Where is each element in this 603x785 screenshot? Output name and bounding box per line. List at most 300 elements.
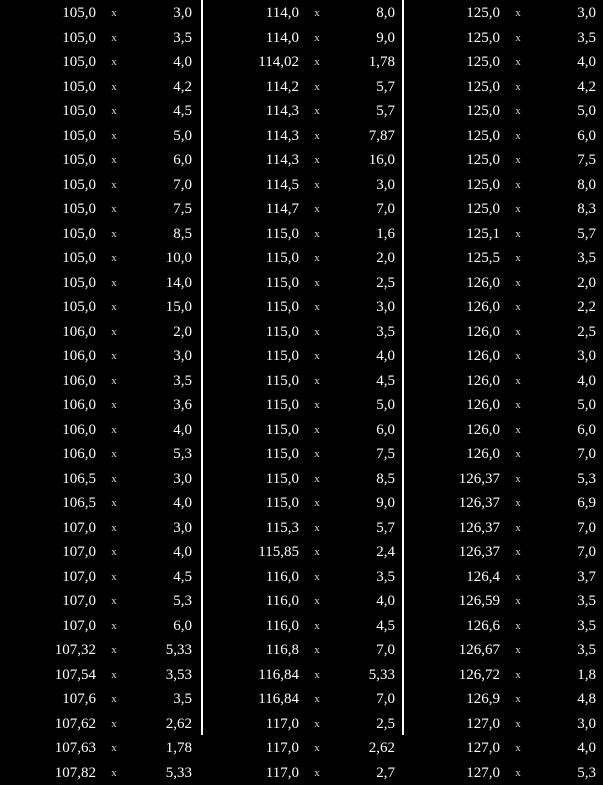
- value-a: 105,0: [0, 148, 96, 173]
- value-a: 125,0: [404, 99, 500, 124]
- table-column-1: [0, 0, 201, 735]
- value-a: 125,0: [404, 26, 500, 51]
- value-a: 107,0: [0, 614, 96, 639]
- value-b: 2,0: [335, 246, 395, 271]
- multiply-separator: x: [299, 1, 335, 26]
- value-b: 2,62: [335, 736, 395, 761]
- value-a: 116,84: [203, 687, 299, 712]
- value-a: 106,5: [0, 491, 96, 516]
- value-a: 115,0: [203, 271, 299, 296]
- value-b: 8,3: [536, 197, 596, 222]
- value-b: 5,7: [335, 75, 395, 100]
- table-row: [203, 50, 402, 75]
- value-b: 4,2: [132, 75, 192, 100]
- value-b: 3,0: [335, 173, 395, 198]
- value-b: 3,0: [536, 344, 596, 369]
- value-b: 3,0: [132, 1, 192, 26]
- table-row: [203, 148, 402, 173]
- table-row: [0, 712, 201, 737]
- multiply-separator: x: [500, 197, 536, 222]
- value-b: 4,0: [335, 344, 395, 369]
- table-row: [404, 736, 603, 761]
- value-b: 4,5: [132, 99, 192, 124]
- multiply-separator: x: [96, 516, 132, 541]
- value-b: 7,0: [335, 638, 395, 663]
- value-b: 4,0: [132, 491, 192, 516]
- table-row: [404, 222, 603, 247]
- table-row: [0, 369, 201, 394]
- multiply-separator: x: [96, 761, 132, 785]
- table-row: [203, 222, 402, 247]
- value-b: 8,5: [132, 222, 192, 247]
- multiply-separator: x: [500, 295, 536, 320]
- multiply-separator: x: [500, 271, 536, 296]
- multiply-separator: x: [500, 491, 536, 516]
- multiply-separator: x: [96, 418, 132, 443]
- value-a: 115,85: [203, 540, 299, 565]
- multiply-separator: x: [299, 75, 335, 100]
- value-b: 3,53: [132, 663, 192, 688]
- value-b: 5,3: [536, 467, 596, 492]
- table-row: [0, 516, 201, 541]
- multiply-separator: x: [96, 614, 132, 639]
- value-a: 126,37: [404, 491, 500, 516]
- table-row: [0, 687, 201, 712]
- multiply-separator: x: [96, 50, 132, 75]
- table-column-3: [402, 0, 603, 735]
- value-a: 105,0: [0, 50, 96, 75]
- multiply-separator: x: [96, 712, 132, 737]
- value-b: 5,33: [335, 663, 395, 688]
- table-row: [203, 589, 402, 614]
- value-b: 9,0: [335, 491, 395, 516]
- multiply-separator: x: [96, 467, 132, 492]
- table-row: [404, 369, 603, 394]
- table-row: [404, 712, 603, 737]
- value-b: 2,2: [536, 295, 596, 320]
- multiply-separator: x: [299, 124, 335, 149]
- value-a: 107,0: [0, 540, 96, 565]
- multiply-separator: x: [299, 516, 335, 541]
- value-a: 107,0: [0, 565, 96, 590]
- table-row: [203, 271, 402, 296]
- value-b: 3,6: [132, 393, 192, 418]
- value-b: 3,5: [132, 369, 192, 394]
- multiply-separator: x: [500, 393, 536, 418]
- table-row: [203, 491, 402, 516]
- value-a: 114,3: [203, 124, 299, 149]
- multiply-separator: x: [96, 638, 132, 663]
- table-row: [203, 736, 402, 761]
- value-b: 3,5: [536, 614, 596, 639]
- multiply-separator: x: [500, 687, 536, 712]
- value-a: 105,0: [0, 99, 96, 124]
- table-row: [0, 442, 201, 467]
- value-a: 114,0: [203, 26, 299, 51]
- value-b: 5,3: [132, 442, 192, 467]
- table-row: [0, 99, 201, 124]
- value-b: 2,62: [132, 712, 192, 737]
- value-a: 126,37: [404, 467, 500, 492]
- value-b: 6,0: [536, 418, 596, 443]
- value-a: 116,84: [203, 663, 299, 688]
- table-row: [404, 442, 603, 467]
- value-a: 125,0: [404, 197, 500, 222]
- value-a: 126,6: [404, 614, 500, 639]
- value-a: 116,0: [203, 589, 299, 614]
- value-a: 115,0: [203, 246, 299, 271]
- value-a: 126,0: [404, 344, 500, 369]
- value-a: 106,5: [0, 467, 96, 492]
- multiply-separator: x: [500, 614, 536, 639]
- value-b: 4,0: [132, 540, 192, 565]
- multiply-separator: x: [96, 320, 132, 345]
- multiply-separator: x: [96, 222, 132, 247]
- value-a: 105,0: [0, 222, 96, 247]
- table-row: [203, 638, 402, 663]
- value-b: 3,5: [335, 565, 395, 590]
- value-b: 6,0: [132, 148, 192, 173]
- value-a: 115,0: [203, 467, 299, 492]
- value-a: 106,0: [0, 369, 96, 394]
- multiply-separator: x: [500, 638, 536, 663]
- table-row: [404, 638, 603, 663]
- value-b: 7,0: [132, 173, 192, 198]
- multiply-separator: x: [500, 761, 536, 785]
- multiply-separator: x: [96, 540, 132, 565]
- value-a: 126,0: [404, 442, 500, 467]
- multiply-separator: x: [299, 320, 335, 345]
- value-b: 6,0: [335, 418, 395, 443]
- table-row: [203, 565, 402, 590]
- value-a: 105,0: [0, 246, 96, 271]
- table-row: [0, 393, 201, 418]
- multiply-separator: x: [96, 124, 132, 149]
- table-row: [0, 75, 201, 100]
- table-row: [404, 99, 603, 124]
- multiply-separator: x: [299, 614, 335, 639]
- value-a: 126,37: [404, 540, 500, 565]
- value-a: 115,0: [203, 418, 299, 443]
- table-row: [0, 320, 201, 345]
- value-b: 7,87: [335, 124, 395, 149]
- multiply-separator: x: [500, 540, 536, 565]
- table-row: [0, 344, 201, 369]
- value-b: 3,0: [335, 295, 395, 320]
- value-a: 106,0: [0, 320, 96, 345]
- table-row: [404, 197, 603, 222]
- table-row: [0, 271, 201, 296]
- value-b: 5,0: [335, 393, 395, 418]
- value-a: 115,0: [203, 222, 299, 247]
- value-b: 10,0: [132, 246, 192, 271]
- multiply-separator: x: [299, 50, 335, 75]
- value-a: 126,0: [404, 369, 500, 394]
- value-b: 4,0: [335, 589, 395, 614]
- value-b: 3,5: [536, 638, 596, 663]
- value-a: 126,37: [404, 516, 500, 541]
- table-row: [203, 26, 402, 51]
- table-row: [0, 761, 201, 785]
- multiply-separator: x: [299, 442, 335, 467]
- value-b: 1,78: [335, 50, 395, 75]
- value-a: 126,0: [404, 418, 500, 443]
- multiply-separator: x: [96, 246, 132, 271]
- value-b: 4,5: [132, 565, 192, 590]
- value-b: 7,5: [132, 197, 192, 222]
- multiply-separator: x: [500, 246, 536, 271]
- value-b: 1,6: [335, 222, 395, 247]
- value-b: 6,0: [132, 614, 192, 639]
- column-1-rows: [0, 0, 201, 785]
- value-b: 2,0: [536, 271, 596, 296]
- value-a: 105,0: [0, 1, 96, 26]
- multiply-separator: x: [96, 491, 132, 516]
- table-row: [404, 565, 603, 590]
- multiply-separator: x: [299, 393, 335, 418]
- value-b: 3,7: [536, 565, 596, 590]
- table-row: [0, 148, 201, 173]
- table-row: [404, 124, 603, 149]
- value-a: 115,0: [203, 491, 299, 516]
- value-a: 106,0: [0, 418, 96, 443]
- multiply-separator: x: [500, 99, 536, 124]
- multiply-separator: x: [500, 712, 536, 737]
- multiply-separator: x: [96, 1, 132, 26]
- table-row: [0, 295, 201, 320]
- table-row: [0, 124, 201, 149]
- value-a: 107,0: [0, 516, 96, 541]
- multiply-separator: x: [500, 1, 536, 26]
- table-row: [203, 246, 402, 271]
- value-b: 5,33: [132, 638, 192, 663]
- value-a: 126,9: [404, 687, 500, 712]
- multiply-separator: x: [96, 589, 132, 614]
- value-a: 107,63: [0, 736, 96, 761]
- multiply-separator: x: [96, 197, 132, 222]
- value-b: 7,0: [536, 540, 596, 565]
- value-a: 125,0: [404, 173, 500, 198]
- table-row: [404, 467, 603, 492]
- multiply-separator: x: [96, 99, 132, 124]
- multiply-separator: x: [299, 197, 335, 222]
- table-row: [0, 173, 201, 198]
- table-row: [0, 540, 201, 565]
- value-a: 126,59: [404, 589, 500, 614]
- value-a: 125,0: [404, 1, 500, 26]
- value-b: 5,3: [536, 761, 596, 785]
- value-b: 1,8: [536, 663, 596, 688]
- multiply-separator: x: [299, 638, 335, 663]
- value-b: 14,0: [132, 271, 192, 296]
- value-a: 114,0: [203, 1, 299, 26]
- value-b: 3,0: [132, 344, 192, 369]
- value-a: 125,1: [404, 222, 500, 247]
- table-row: [203, 75, 402, 100]
- table-row: [0, 565, 201, 590]
- table-row: [203, 393, 402, 418]
- table-row: [0, 589, 201, 614]
- multiply-separator: x: [500, 663, 536, 688]
- table-row: [404, 614, 603, 639]
- value-b: 2,4: [335, 540, 395, 565]
- value-b: 5,33: [132, 761, 192, 785]
- value-b: 7,0: [536, 442, 596, 467]
- table-row: [0, 246, 201, 271]
- value-b: 5,0: [536, 99, 596, 124]
- table-row: [404, 687, 603, 712]
- value-a: 107,62: [0, 712, 96, 737]
- multiply-separator: x: [299, 712, 335, 737]
- multiply-separator: x: [96, 565, 132, 590]
- value-a: 115,0: [203, 369, 299, 394]
- value-b: 3,0: [132, 467, 192, 492]
- value-b: 5,7: [335, 516, 395, 541]
- multiply-separator: x: [299, 761, 335, 785]
- multiply-separator: x: [500, 26, 536, 51]
- value-b: 3,0: [536, 1, 596, 26]
- multiply-separator: x: [96, 663, 132, 688]
- value-a: 114,3: [203, 99, 299, 124]
- multiply-separator: x: [96, 271, 132, 296]
- value-a: 115,0: [203, 393, 299, 418]
- value-b: 7,5: [536, 148, 596, 173]
- multiply-separator: x: [500, 124, 536, 149]
- value-a: 127,0: [404, 712, 500, 737]
- value-a: 126,72: [404, 663, 500, 688]
- table-row: [404, 271, 603, 296]
- value-a: 105,0: [0, 26, 96, 51]
- value-a: 116,0: [203, 614, 299, 639]
- value-b: 5,0: [536, 393, 596, 418]
- value-a: 115,0: [203, 320, 299, 345]
- value-a: 114,5: [203, 173, 299, 198]
- multiply-separator: x: [299, 467, 335, 492]
- multiply-separator: x: [500, 516, 536, 541]
- multiply-separator: x: [500, 467, 536, 492]
- value-b: 7,0: [536, 516, 596, 541]
- table-row: [0, 197, 201, 222]
- value-b: 7,0: [335, 687, 395, 712]
- value-b: 3,5: [536, 26, 596, 51]
- table-row: [404, 663, 603, 688]
- multiply-separator: x: [299, 99, 335, 124]
- table-row: [0, 614, 201, 639]
- value-a: 125,5: [404, 246, 500, 271]
- multiply-separator: x: [299, 148, 335, 173]
- multiply-separator: x: [500, 736, 536, 761]
- value-a: 114,2: [203, 75, 299, 100]
- table-row: [404, 75, 603, 100]
- value-b: 2,0: [132, 320, 192, 345]
- table-row: [203, 344, 402, 369]
- multiply-separator: x: [299, 663, 335, 688]
- value-b: 3,5: [536, 246, 596, 271]
- value-a: 126,0: [404, 295, 500, 320]
- multiply-separator: x: [500, 369, 536, 394]
- value-a: 117,0: [203, 736, 299, 761]
- value-a: 117,0: [203, 712, 299, 737]
- value-a: 105,0: [0, 75, 96, 100]
- value-b: 4,5: [335, 614, 395, 639]
- value-b: 4,0: [536, 736, 596, 761]
- table-row: [404, 589, 603, 614]
- value-b: 6,0: [536, 124, 596, 149]
- table-row: [404, 344, 603, 369]
- value-a: 125,0: [404, 148, 500, 173]
- value-b: 4,8: [536, 687, 596, 712]
- value-a: 114,7: [203, 197, 299, 222]
- value-b: 1,78: [132, 736, 192, 761]
- value-a: 115,3: [203, 516, 299, 541]
- multiply-separator: x: [96, 736, 132, 761]
- multiply-separator: x: [96, 393, 132, 418]
- value-a: 107,32: [0, 638, 96, 663]
- multiply-separator: x: [500, 222, 536, 247]
- multiply-separator: x: [299, 222, 335, 247]
- multiply-separator: x: [299, 687, 335, 712]
- multiply-separator: x: [96, 344, 132, 369]
- table-row: [203, 173, 402, 198]
- table-row: [404, 393, 603, 418]
- multiply-separator: x: [500, 344, 536, 369]
- value-b: 4,0: [536, 369, 596, 394]
- column-3-rows: [404, 0, 603, 785]
- table-row: [0, 26, 201, 51]
- value-a: 115,0: [203, 442, 299, 467]
- table-row: [203, 712, 402, 737]
- value-b: 5,3: [132, 589, 192, 614]
- value-b: 15,0: [132, 295, 192, 320]
- value-a: 116,0: [203, 565, 299, 590]
- table-row: [0, 418, 201, 443]
- table-row: [0, 50, 201, 75]
- table-row: [404, 50, 603, 75]
- value-b: 3,5: [132, 26, 192, 51]
- value-a: 126,4: [404, 565, 500, 590]
- table-column-2: [201, 0, 402, 735]
- multiply-separator: x: [96, 148, 132, 173]
- value-b: 9,0: [335, 26, 395, 51]
- multiply-separator: x: [299, 271, 335, 296]
- table-row: [203, 124, 402, 149]
- table-row: [203, 467, 402, 492]
- multiply-separator: x: [299, 418, 335, 443]
- multiply-separator: x: [500, 75, 536, 100]
- table-row: [404, 246, 603, 271]
- multiply-separator: x: [96, 442, 132, 467]
- table-row: [404, 540, 603, 565]
- multiply-separator: x: [299, 295, 335, 320]
- multiply-separator: x: [500, 565, 536, 590]
- value-a: 125,0: [404, 50, 500, 75]
- multiply-separator: x: [299, 589, 335, 614]
- value-b: 6,9: [536, 491, 596, 516]
- multiply-separator: x: [500, 173, 536, 198]
- value-b: 4,2: [536, 75, 596, 100]
- table-row: [0, 736, 201, 761]
- multiply-separator: x: [299, 26, 335, 51]
- table-row: [203, 418, 402, 443]
- table-row: [203, 442, 402, 467]
- value-b: 4,0: [132, 418, 192, 443]
- value-a: 105,0: [0, 295, 96, 320]
- value-a: 107,54: [0, 663, 96, 688]
- table-row: [203, 540, 402, 565]
- multiply-separator: x: [96, 295, 132, 320]
- value-a: 105,0: [0, 197, 96, 222]
- table-row: [0, 638, 201, 663]
